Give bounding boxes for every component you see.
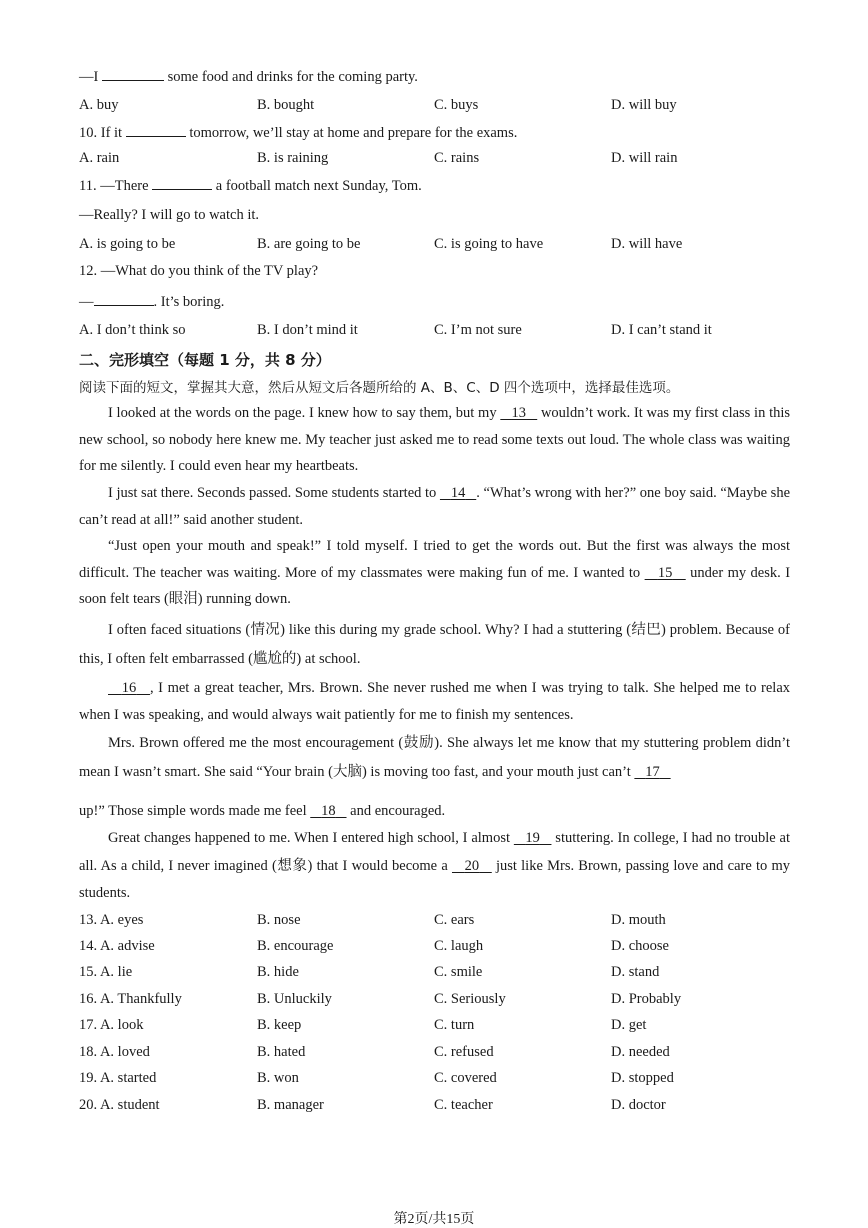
q20-option-b: B. manager xyxy=(257,1097,324,1113)
q20-option-a: 20. A. student xyxy=(79,1097,160,1113)
q11-prompt: 11. —There a football match next Sunday, Tom. xyxy=(79,178,422,194)
q13-option-d: D. mouth xyxy=(611,912,666,928)
q9-option-b: B. bought xyxy=(257,97,315,113)
page-number: 第2页/共15页 xyxy=(393,1212,475,1227)
q19-option-c: C. covered xyxy=(434,1070,497,1086)
q14-option-c: C. laugh xyxy=(434,938,484,954)
q16-option-a: 16. A. Thankfully xyxy=(79,991,182,1007)
blank-19: 19 xyxy=(525,830,540,846)
q16-option-d: D. Probably xyxy=(611,991,682,1007)
q11-option-b: B. are going to be xyxy=(257,236,361,252)
passage-paragraph-3: “Just open your mouth and speak!” I told myself. I tried to get the words out. But the first was always the most difficult. The teacher was waiting. More of my classmates were making fun of me. I wanted to 15 under my desk. I soon felt tears (眼泪) running down. xyxy=(79,538,791,607)
q14-option-d: D. choose xyxy=(611,938,669,954)
answer-blank xyxy=(126,124,186,137)
passage-paragraph-7: Great changes happened to me. When I entered high school, I almost 19 stuttering. In college, I had no trouble at all. As a child, I never imagined (想象) that I would become a 20 just like Mrs. Brown, passing love and care to my students. xyxy=(79,830,791,901)
q15-option-c: C. smile xyxy=(434,964,483,980)
q18-option-d: D. needed xyxy=(611,1044,670,1060)
q12-option-a: A. I don’t think so xyxy=(79,322,186,338)
q16-option-b: B. Unluckily xyxy=(257,991,332,1007)
blank-16: 16 xyxy=(121,680,137,696)
q14-option-b: B. encourage xyxy=(257,938,334,954)
q10-option-a: A. rain xyxy=(79,150,120,166)
blank-14: 14 xyxy=(450,485,466,501)
q13-option-c: C. ears xyxy=(434,912,475,928)
q11-option-a: A. is going to be xyxy=(79,236,176,252)
passage-paragraph-1: I looked at the words on the page. I knew how to say them, but my 13 wouldn’t work. It was my first class in this new school, so nobody here knew me. My teacher just asked me to read some texts out loud. The whole class was waiting for me silently. I could even hear my heartbeats. xyxy=(79,405,791,474)
q15-option-a: 15. A. lie xyxy=(79,964,133,980)
q18-option-a: 18. A. loved xyxy=(79,1044,150,1060)
q12-prompt: 12. —What do you think of the TV play? xyxy=(79,263,319,279)
passage-paragraph-2: I just sat there. Seconds passed. Some students started to 14 . “What’s wrong with her?” one boy said. “Maybe she can’t read at all!” said another student. xyxy=(79,485,791,528)
q17-option-a: 17. A. look xyxy=(79,1017,144,1033)
passage-paragraph-5: 16 , I met a great teacher, Mrs. Brown. She never rushed me when I was trying to talk. She helped me to relax when I was speaking, and would always wait patiently for me to finish my sentences. xyxy=(79,680,791,723)
answer-blank xyxy=(152,177,212,190)
blank-13: 13 xyxy=(511,405,527,421)
q12-option-c: C. I’m not sure xyxy=(434,322,522,338)
passage-paragraph-4: I often faced situations (情况) like this during my grade school. Why? I had a stuttering (结巴) problem. Because of this, I often felt embarrassed (尴尬的) at school. xyxy=(79,622,790,667)
section-instruction: 阅读下面的短文，掌握其大意，然后从短文后各题所给的 A、B、C、D 四个选项中，选择最佳选项。 xyxy=(79,380,680,396)
q15-option-d: D. stand xyxy=(611,964,660,980)
q19-option-a: 19. A. started xyxy=(79,1070,157,1086)
q15-option-b: B. hide xyxy=(257,964,299,980)
q17-option-c: C. turn xyxy=(434,1017,475,1033)
q12-reply: — . It’s boring. xyxy=(79,294,225,310)
q11-reply: —Really? I will go to watch it. xyxy=(79,207,260,223)
q14-option-a: 14. A. advise xyxy=(79,938,155,954)
q18-option-b: B. hated xyxy=(257,1044,306,1060)
q10-option-d: D. will rain xyxy=(611,150,678,166)
q16-option-c: C. Seriously xyxy=(434,991,506,1007)
q9-option-d: D. will buy xyxy=(611,97,677,113)
q11-option-c: C. is going to have xyxy=(434,236,544,252)
q10-option-b: B. is raining xyxy=(257,150,329,166)
passage-paragraph-6: Mrs. Brown offered me the most encouragement (鼓励). She always let me know that my stuttering problem didn’t mean I wasn’t smart. She said “Your brain (大脑) is moving too fast, and your mouth just can’t 17 xyxy=(79,735,790,780)
q18-option-c: C. refused xyxy=(434,1044,494,1060)
q9-option-c: C. buys xyxy=(434,97,479,113)
q11-option-d: D. will have xyxy=(611,236,683,252)
q20-option-c: C. teacher xyxy=(434,1097,493,1113)
q9-prompt: —I some food and drinks for the coming party. xyxy=(79,69,418,85)
answer-blank xyxy=(94,293,154,306)
q13-option-a: 13. A. eyes xyxy=(79,912,144,928)
q17-option-b: B. keep xyxy=(257,1017,302,1033)
q20-option-d: D. doctor xyxy=(611,1097,666,1113)
q10-option-c: C. rains xyxy=(434,150,480,166)
q9-option-a: A. buy xyxy=(79,97,119,113)
blank-18: 18 xyxy=(321,803,336,819)
q12-option-d: D. I can’t stand it xyxy=(611,322,712,338)
q17-option-d: D. get xyxy=(611,1017,647,1033)
blank-15: 15 xyxy=(657,564,673,581)
answer-blank xyxy=(102,68,164,81)
section-heading: 二、完形填空（每题 1 分，共 8 分） xyxy=(79,351,331,369)
q19-option-b: B. won xyxy=(257,1070,299,1086)
q10-prompt: 10. If it tomorrow, we’ll stay at home and prepare for the exams. xyxy=(79,125,518,141)
q12-option-b: B. I don’t mind it xyxy=(257,322,358,338)
blank-20: 20 xyxy=(464,857,480,874)
q13-option-b: B. nose xyxy=(257,912,301,928)
q19-option-d: D. stopped xyxy=(611,1070,674,1086)
blank-17: 17 xyxy=(645,764,660,780)
passage-paragraph-6-continued: up!” Those simple words made me feel 18 and encouraged. xyxy=(79,803,446,819)
